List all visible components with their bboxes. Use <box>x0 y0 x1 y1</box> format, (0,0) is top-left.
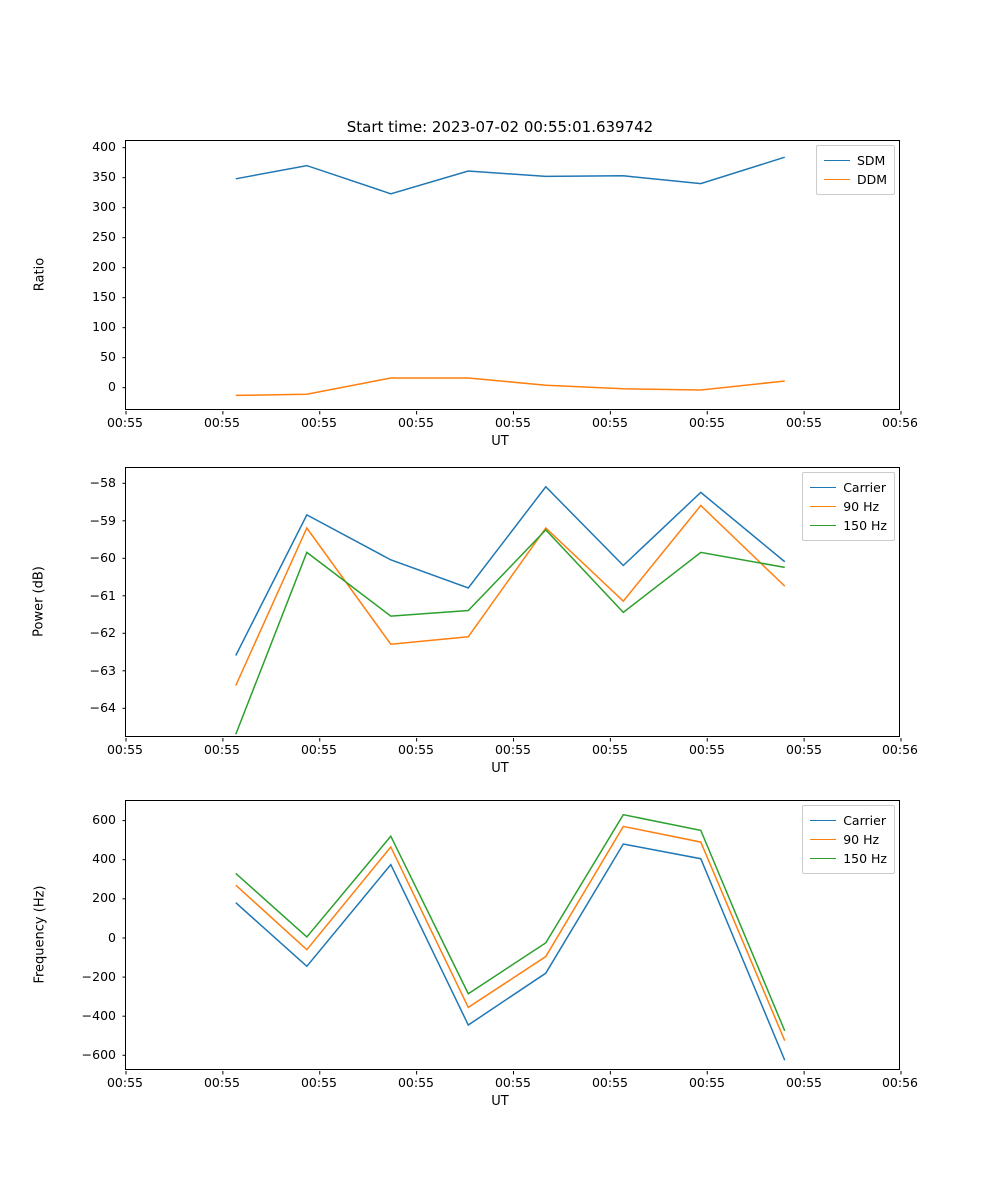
legend-label-carrier: Carrier <box>843 480 886 495</box>
ytick-1: 50 <box>100 349 116 364</box>
ytick-2: −200 <box>81 969 116 984</box>
ytick-5: 250 <box>92 229 116 244</box>
frequency-legend <box>802 805 895 874</box>
xtick-2: 00:55 <box>300 1075 338 1090</box>
ytick-8: 400 <box>92 139 116 154</box>
legend-swatch-150hz <box>810 525 836 526</box>
legend-swatch-carrier <box>810 820 836 821</box>
frequency-axes <box>125 800 900 1070</box>
ytick-4: 200 <box>92 259 116 274</box>
xtick-7: 00:55 <box>785 742 823 757</box>
ytick-5: 400 <box>92 851 116 866</box>
series-carrier-line <box>236 487 785 656</box>
ytick-3: 150 <box>92 289 116 304</box>
legend-swatch-ddm <box>824 179 850 180</box>
power-plot-area <box>126 468 901 738</box>
frequency-panel <box>0 790 1000 1120</box>
x-axis-label: UT <box>491 761 509 776</box>
legend-label-150hz: 150 Hz <box>843 851 887 866</box>
y-tick-marks <box>123 821 127 1056</box>
legend-swatch-90hz <box>810 506 836 507</box>
power-axes <box>125 467 900 737</box>
ratio-plot-area <box>126 141 901 411</box>
ytick-0: −600 <box>81 1047 116 1062</box>
legend-item-90hz <box>810 830 887 849</box>
ytick-1: −63 <box>89 662 116 678</box>
series-90hz-line <box>236 826 785 1040</box>
legend-item-carrier <box>810 478 887 497</box>
series-ddm-line <box>236 378 785 395</box>
frequency-plot-area <box>126 801 901 1071</box>
legend-item-sdm <box>824 151 887 170</box>
xtick-2: 00:55 <box>300 742 338 757</box>
x-tick-marks <box>126 1071 901 1075</box>
ytick-6: 300 <box>92 199 116 214</box>
legend-label-90hz: 90 Hz <box>843 832 880 847</box>
x-axis-label: UT <box>491 434 509 449</box>
legend-item-150hz <box>810 849 887 868</box>
xtick-0: 00:55 <box>106 415 144 430</box>
xtick-7: 00:55 <box>785 1075 823 1090</box>
legend-swatch-150hz <box>810 858 836 859</box>
xtick-7: 00:55 <box>785 415 823 430</box>
ytick-0: −64 <box>89 700 116 715</box>
xtick-1: 00:55 <box>203 742 241 757</box>
y-axis-label: Ratio <box>32 257 48 292</box>
ratio-panel <box>0 0 1000 449</box>
xtick-5: 00:55 <box>591 1075 629 1090</box>
x-tick-marks <box>126 411 901 415</box>
xtick-8: 00:56 <box>881 742 919 757</box>
legend-label-sdm: SDM <box>856 153 886 168</box>
y-tick-marks <box>123 483 127 708</box>
power-panel <box>0 440 1000 790</box>
y-axis-label: Frequency (Hz) <box>32 885 48 984</box>
xtick-8: 00:56 <box>881 415 919 430</box>
ytick-2: −62 <box>89 625 116 640</box>
ytick-4: −60 <box>89 550 116 565</box>
ytick-7: 350 <box>92 169 116 184</box>
xtick-4: 00:55 <box>494 742 532 757</box>
legend-swatch-carrier <box>810 487 836 488</box>
xtick-8: 00:56 <box>881 1075 919 1090</box>
xtick-2: 00:55 <box>300 415 338 430</box>
ytick-1: −400 <box>81 1008 116 1023</box>
legend-swatch-sdm <box>824 160 850 161</box>
series-150hz-line <box>236 530 785 734</box>
x-tick-marks <box>126 738 901 742</box>
xtick-1: 00:55 <box>203 1075 241 1090</box>
xtick-0: 00:55 <box>106 742 144 757</box>
xtick-1: 00:55 <box>203 415 241 430</box>
x-axis-label: UT <box>491 1094 509 1109</box>
ytick-3: −61 <box>89 587 116 603</box>
xtick-6: 00:55 <box>688 742 726 757</box>
ytick-6: 600 <box>92 812 116 827</box>
legend-item-ddm <box>824 170 887 189</box>
ytick-6: −58 <box>89 475 116 490</box>
y-tick-marks <box>123 148 127 388</box>
legend-label-90hz: 90 Hz <box>843 499 880 514</box>
xtick-4: 00:55 <box>494 415 532 430</box>
ytick-5: −59 <box>89 512 116 528</box>
xtick-6: 00:55 <box>688 1075 726 1090</box>
legend-label-ddm: DDM <box>856 172 887 187</box>
legend-swatch-90hz <box>810 839 836 840</box>
legend-item-carrier <box>810 811 887 830</box>
legend-item-90hz <box>810 497 887 516</box>
legend-item-150hz <box>810 516 887 535</box>
y-axis-label: Power (dB) <box>31 566 47 637</box>
ytick-4: 200 <box>92 890 116 905</box>
ytick-2: 100 <box>92 319 116 334</box>
xtick-3: 00:55 <box>397 742 435 757</box>
xtick-4: 00:55 <box>494 1075 532 1090</box>
xtick-3: 00:55 <box>397 415 435 430</box>
xtick-3: 00:55 <box>397 1075 435 1090</box>
chart-title: Start time: 2023-07-02 00:55:01.639742 <box>346 118 654 136</box>
xtick-5: 00:55 <box>591 742 629 757</box>
xtick-5: 00:55 <box>591 415 629 430</box>
xtick-6: 00:55 <box>688 415 726 430</box>
series-sdm-line <box>236 157 785 194</box>
ytick-0: 0 <box>108 379 116 394</box>
legend-label-carrier: Carrier <box>843 813 886 828</box>
power-legend <box>802 472 895 541</box>
xtick-0: 00:55 <box>106 1075 144 1090</box>
ytick-3: 0 <box>108 930 116 945</box>
legend-label-150hz: 150 Hz <box>843 518 887 533</box>
ratio-legend <box>816 145 895 195</box>
ratio-axes <box>125 140 900 410</box>
series-carrier-line <box>236 844 785 1060</box>
